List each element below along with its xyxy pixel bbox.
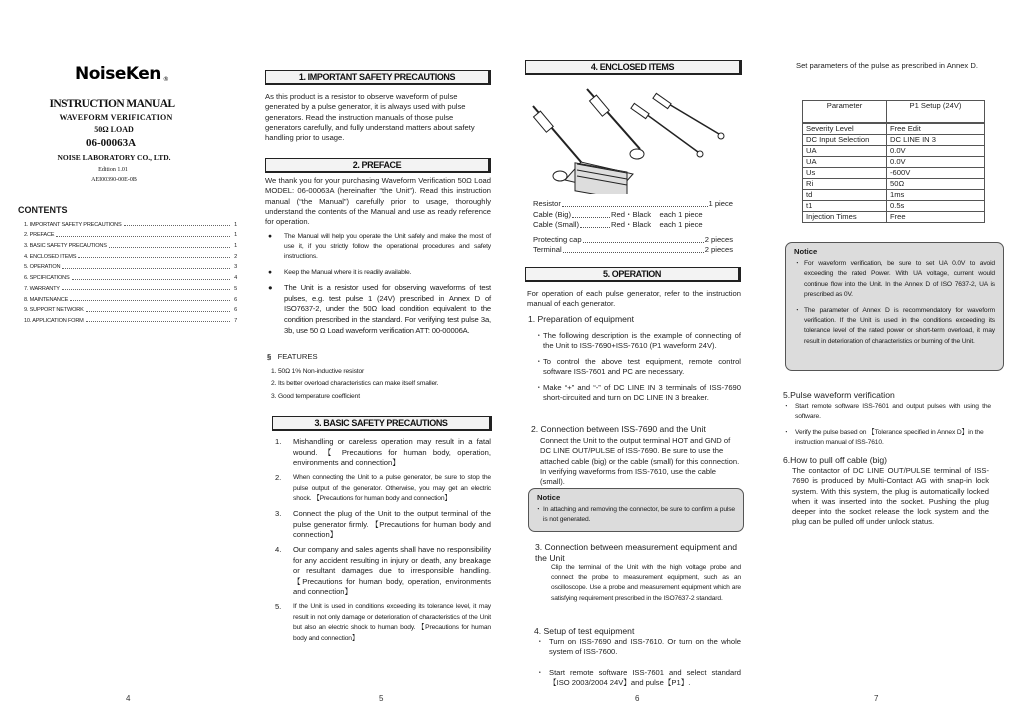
document-code: AEI00390-00E-0B	[91, 177, 137, 183]
bullet-icon: ・	[535, 357, 543, 367]
step-1-bullets	[533, 331, 741, 404]
table-row: Ri 50Ω	[803, 178, 985, 189]
list-item: 5. If the Unit is used in conditions exceeding its tolerance level, it may result in not only damage or deterioration of characteristics of the Unit but also an electric shock to human body. 【Precautions for human body and connection】	[275, 602, 491, 642]
item-row: Resistor 1 piece	[533, 199, 733, 208]
leader-dots	[70, 300, 230, 301]
toc-item[interactable]: 6. SPCIFICATIONS 4	[24, 275, 237, 282]
list-item: ・ To control the above test equipment, remote control software ISS-7601 and PC are necessary.	[535, 357, 741, 377]
list-item: 2. When connecting the Unit to a pulse generator, be sure to stop the pulse output of the generator. Otherwise, you may get an electric shock. 【Precautions for human body and connection】	[275, 473, 491, 502]
list-item: ● The Manual will help you operate the Unit safely and make the most of use it, if you strictly follow the operational procedures and safety instructions.	[268, 233, 491, 261]
plug-icon	[590, 95, 610, 116]
bullet-icon: ●	[268, 268, 272, 276]
features-list	[271, 366, 496, 403]
list-item: ・ The following description is the example of connecting of the Unit to ISS-7690+ISS-7610 (P1 waveform 24V).	[535, 331, 741, 351]
page-number: 6	[635, 694, 640, 703]
precautions-list	[275, 437, 491, 649]
feature-item: 2. Its better overload characteristics can make itself smaller.	[271, 380, 439, 388]
toc-item[interactable]: 1. IMPORTANT SAFETY PRECAUTIONS 1	[24, 221, 237, 228]
section-heading-operation: 5. OPERATION	[525, 267, 741, 282]
safety-precautions-text: As this product is a resistor to observe waveform of pulse generated by a pulse generator, it is always used with pulse generators. Read the instruction manuals of those pulse generators carefully, and fully understand matters about safety handling prior to usage.	[265, 92, 475, 143]
section-mark-icon: §	[267, 352, 272, 361]
list-item: 1. Mishandling or careless operation may result in a fatal wound. 【 Precautions for human body, operation, environments and connection】	[275, 437, 491, 467]
page-number: 5	[379, 694, 384, 703]
leader-dots	[56, 236, 230, 237]
column-header: Parameter	[803, 101, 887, 123]
preface-text: We thank you for your purchasing Waveform Verification 50Ω Load MODEL: 06-00063A (hereinafter “the Unit”). Read this instruction manual (“the Manual”) carefully prior to usage, thoroughly understand the contents of the Manual and use as ready reference for operation.	[265, 176, 491, 227]
bullet-icon: ・	[535, 331, 543, 340]
table-row: Us -600V	[803, 167, 985, 178]
table-row: Severity Level Free Edit	[803, 123, 985, 135]
parameter-table	[802, 100, 985, 223]
model-number: 06-00063A	[85, 137, 137, 149]
manual-load: 50Ω LOAD	[94, 125, 134, 134]
toc-item[interactable]: 8. MAINTENANCE 6	[24, 296, 237, 303]
step-5-bullets	[781, 402, 991, 454]
table-row: UA 0.0V	[803, 156, 985, 167]
notice-box-connector	[528, 488, 744, 532]
leader-dots	[109, 247, 230, 248]
step-6-heading: 6.How to pull off cable (big)	[783, 455, 887, 465]
table-row: t1 0.5s	[803, 200, 985, 211]
step-2-text: Connect the Unit to the output terminal HOT and GND of DC LINE OUT/PULSE of ISS-7690. Be sure to use the attached cable (big) or the cable (small) for this connection. In verifying waveforms from ISS-7610, use the cable (small).	[540, 436, 740, 487]
plug-icon	[534, 111, 554, 132]
toc-item[interactable]: 7. WARRANTY 5	[24, 285, 237, 292]
bullet-icon: ・	[794, 260, 801, 267]
table-header-row	[803, 101, 985, 123]
page-number: 7	[874, 694, 879, 703]
item-row: Cable (Small) Red・Black each 1 piece	[533, 220, 703, 229]
leader-dots	[62, 268, 230, 269]
list-item: ・ The parameter of Annex D is recommendatory for waveform verification. If the Unit is used in the conditions exceeding its tolerance level of the rated power or short-term overload, it may result in deterioration of characteristics or burning of the Unit.	[794, 306, 995, 345]
bullet-icon: ・	[783, 403, 790, 410]
manual-subtitle: WAVEFORM VERIFICATION	[59, 113, 173, 122]
toc-item[interactable]: 9. SUPPORT NETWORK 6	[24, 307, 237, 314]
leader-dots	[124, 225, 230, 226]
toc-item[interactable]: 10. APPLICATION FORM 7	[24, 317, 237, 324]
list-item: ・ Start remote software ISS-7601 and select standard【ISO 2003/2004 24V】and pulse【P1】.	[536, 667, 741, 687]
step-3-text: Clip the terminal of the Unit with the high voltage probe and connect the probe to measurement equipment, such as an oscilloscope. Use a probe and measurement equipment which are satisfying requirement prescribed in the ISO7637-2 standard.	[551, 564, 741, 602]
item-row: Protecting cap 2 pieces	[533, 234, 733, 244]
bullet-icon: ●	[268, 282, 273, 292]
list-item: ● Keep the Manual where it is readily available.	[268, 268, 491, 278]
leader-dots	[86, 311, 230, 312]
list-item: 4. Our company and sales agents shall have no responsibility for any accident resulting in injury or death, any breakage or resultant damages due to irresponsible handling. 【Precautions for human body, operation, environments and connection】	[275, 545, 491, 596]
step-3-heading: 3. Connection between measurement equipment and the Unit	[535, 542, 738, 563]
page-5	[256, 0, 512, 724]
feature-item: 3. Good temperature coefficient	[271, 392, 360, 400]
page-4	[0, 0, 256, 724]
logo-text: NoiseKen	[75, 64, 161, 84]
bullet-icon: ・	[535, 506, 542, 513]
table-of-contents	[24, 217, 237, 324]
notice-bullets	[794, 259, 995, 347]
notice-box-annex	[785, 242, 1004, 371]
resistor-with-cables-illustration	[525, 84, 725, 194]
section-heading-safety-precautions: 1. IMPORTANT SAFETY PRECAUTIONS	[265, 70, 491, 85]
manual-title: INSTRUCTION MANUAL	[49, 98, 175, 110]
toc-item[interactable]: 2. PREFACE 1	[24, 232, 237, 239]
list-item: ・ Verify the pulse based on 【Tolerance specified in Annex D】in the instruction manual of ISS-7610.	[783, 428, 984, 447]
list-item: ・ Make “+” and “-” of DC LINE IN 3 terminals of ISS-7690 short-circuited and turn on DC LINE IN 3 breaker.	[535, 383, 741, 403]
enclosed-items-list	[533, 199, 733, 256]
toc-item[interactable]: 4. ENCLOSED ITEMS 2	[24, 253, 237, 260]
step-1-heading: 1. Preparation of equipment	[528, 314, 635, 324]
edition: Edition 1.01	[98, 167, 128, 173]
list-item: ● The Unit is a resistor used for observing waveforms of test pulses, e.g. test pulse 1 (24V) prescribed in Annex D of ISO7637-2, under the 50Ω load condition equivalent to the condition prescribed in the standard. For verifying test pulse 3a, 3b, use 50 Ω Load waveform verification ATT: 00-00006A.	[268, 282, 491, 335]
step-4-heading: 4. Setup of test equipment	[534, 626, 635, 636]
toc-item[interactable]: 3. BASIC SAFETY PRECAUTIONS 1	[24, 243, 237, 250]
item-row: Terminal 2 pieces	[533, 245, 733, 254]
notice-text: ・ In attaching and removing the connector, be sure to confirm a pulse is not generated.	[535, 506, 735, 523]
page-number: 4	[126, 694, 131, 703]
column-header: P1 Setup (24V)	[887, 101, 985, 123]
contents-heading: CONTENTS	[18, 205, 68, 215]
bullet-icon: ・	[536, 637, 544, 646]
step-4-bullets	[534, 637, 741, 694]
step-2-heading: 2. Connection between ISS-7690 and the Unit	[531, 424, 706, 434]
bullet-icon: ・	[536, 667, 544, 677]
toc-item[interactable]: 5. OPERATION 3	[24, 264, 237, 271]
operation-intro: For operation of each pulse generator, refer to the instruction manual of each generator.	[527, 289, 741, 309]
bullet-icon: ・	[794, 306, 801, 314]
item-row: Cable (Big) Red・Black each 1 piece	[533, 209, 703, 219]
preface-bullets	[268, 232, 491, 342]
section-heading-preface: 2. PREFACE	[265, 158, 491, 173]
registered-mark-icon: ®	[162, 76, 169, 83]
leader-dots	[78, 257, 230, 258]
company-name: NOISE LABORATORY CO., LTD.	[57, 153, 171, 162]
table-row: td 1ms	[803, 189, 985, 200]
noiseken-logo	[75, 64, 168, 84]
bullet-icon: ・	[783, 428, 790, 436]
leader-dots	[62, 289, 230, 290]
list-item: ・ Start remote software ISS-7601 and output pulses with using the software.	[783, 403, 991, 421]
step-6-text: The contactor of DC LINE OUT/PULSE terminal of ISS-7690 is produced by Multi-Contact AG with snap-in lock system. With this system, the plug is automatically locked when it was inserted into the socket. Pushing the plug deeper into the socket release the lock system and the plug can be pulled off under unlock status.	[792, 466, 989, 527]
table-row: Injection Times Free	[803, 211, 985, 222]
table-row: DC Input Selection DC LINE IN 3	[803, 134, 985, 145]
annex-intro: Set parameters of the pulse as prescribed in Annex D.	[796, 61, 978, 70]
features-heading: § FEATURES	[267, 352, 318, 361]
notice-title: Notice	[794, 247, 818, 256]
list-item: 3. Connect the plug of the Unit to the output terminal of the pulse generator firmly. 【Precautions for human body and connection】	[275, 509, 491, 539]
list-item: ・ For waveform verification, be sure to set UA 0.0V to avoid exceeding the rated Power. With UA voltage, current would continue flow into the Unit. In the Annex D of ISO 7637-2, UA is prescribed as 0V.	[794, 260, 995, 299]
bullet-icon: ・	[535, 383, 543, 393]
bullet-icon: ●	[268, 233, 272, 240]
leader-dots	[72, 279, 231, 280]
step-5-heading: 5.Pulse waveform verification	[783, 390, 895, 400]
leader-dots	[86, 321, 230, 322]
table-row: UA 0.0V	[803, 145, 985, 156]
notice-title: Notice	[537, 493, 561, 502]
list-item: ・ Turn on ISS-7690 and ISS-7610. Or turn on the whole system of ISS-7600.	[536, 637, 741, 657]
section-heading-basic-safety: 3. BASIC SAFETY PRECAUTIONS	[272, 416, 492, 431]
feature-item: 1. 50Ω 1% Non-inductive resistor	[271, 368, 365, 375]
section-heading-enclosed-items: 4. ENCLOSED ITEMS	[525, 60, 742, 75]
